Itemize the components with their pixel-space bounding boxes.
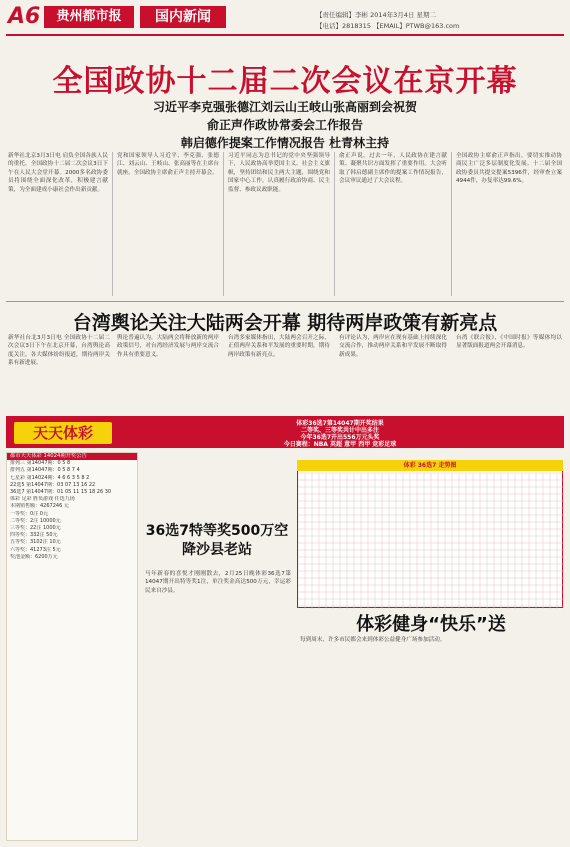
result-line: 一等奖：0注 0元 [10, 510, 48, 517]
column-divider [451, 152, 452, 296]
subheadline-2: 俞正声作政协常委会工作报告 [206, 118, 363, 132]
result-line: 36选7 第14047期：01 05 11 15 18 26 30 [10, 489, 112, 496]
page-header [0, 0, 570, 44]
story2-column-3: 台湾多家媒体指出，大陆两会召开之际，正值两岸关系和平发展的重要时期，期待两岸政策有新亮点。 [228, 335, 330, 358]
result-line: 排列三 第14047期：0 5 8 [10, 460, 71, 467]
result-line: 排列五 第14047期：0 5 8 7 4 [10, 467, 80, 474]
subheadline-1: 习近平李克强张德江刘云山王岐山张高丽到会祝贺 [152, 100, 417, 114]
result-line: 四等奖：332注 50元 [10, 532, 58, 539]
column-divider [112, 152, 113, 296]
trend-grid [298, 461, 564, 609]
story2-headline: 台湾舆论关注大陆两会开幕 期待两岸政策有新亮点 [72, 312, 498, 334]
editor-line: 【责任编辑】李彬 2014年3月4日 星期二 [316, 11, 436, 19]
story2-column-4: 有评论认为，两岸应在现有基础上持续深化交流合作，推动两岸关系和平发展不断取得新成果。 [339, 335, 447, 358]
section-rule [6, 301, 564, 302]
contact-line: 【电话】2818315 【EMAIL】PTWB@163.com [316, 22, 460, 30]
story1-column-4: 俞正声说，过去一年，人民政协在建言献策、凝聚共识方面发挥了重要作用。大会听取了韩启德副主席作的提案工作情况报告，会议审议通过了大会议程。 [339, 153, 447, 185]
result-line: 奖池金额：6200万元 [10, 553, 58, 560]
results-list [7, 460, 137, 561]
result-line: 22选5 第14047期：03 07 13 16 22 [10, 481, 96, 488]
lottery-story-body: 马年新春的喜悦才刚刚散去，2月25日晚体彩36选7第14047期开出特等奖1注，单注奖金高达500万元，幸运彩民来自沙县。 [145, 571, 291, 594]
lottery-story-headline: 36选7特等奖500万空降沙县老站 [145, 523, 289, 558]
result-line: 六等奖：41273注 5元 [10, 546, 61, 553]
lottery-logo: 天天体彩 [14, 422, 112, 444]
result-line: 五等奖：3102注 10元 [10, 539, 61, 546]
promo-body: 每到周末，许多市民都会来到体彩公益健身广场参加活动。 [300, 637, 446, 643]
result-line: 本期销售额：4267246 元 [10, 503, 69, 510]
subheadline-3: 韩启德作提案工作情况报告 杜青林主持 [180, 136, 390, 150]
result-line: 七星彩 第14024期：4 6 6 3 5 8 2 [10, 474, 90, 481]
lottery-ticker-4: 今日赛程：NBA 英超 意甲 西甲 竞彩足球 [283, 441, 397, 448]
page-number: A6 [8, 4, 41, 29]
story2-column-5: 台湾《联合报》、《中国时报》等媒体均以显著版面报道两会开幕消息。 [456, 335, 562, 350]
result-line: 二等奖：2注 10000元 [10, 517, 61, 524]
story1-column-5: 全国政协主席俞正声指出，要切实推动协商民主广泛多层制度化发展。十二届全国政协委员共提交提案5396件，经审查立案4944件，办复率达99.6%。 [456, 153, 562, 185]
lottery-results-panel [6, 452, 138, 841]
promo-headline: 体彩健身“快乐”送 [356, 614, 506, 635]
column-divider [334, 152, 335, 296]
lottery-ticker-1: 体彩36选7第14047期开奖结果 [296, 420, 384, 427]
result-line: 三等奖：22注 1000元 [10, 525, 61, 532]
column-divider [223, 152, 224, 296]
story1-column-3: 习近平同志为总书记的党中央坚强领导下，人民政协高举爱国主义、社会主义旗帜，坚持团结和民主两大主题，围绕党和国家中心工作，认真履行政治协商、民主监督、参政议政职能。 [228, 153, 330, 193]
lottery-ticker-2: 二等奖、三等奖共计中出多注 [300, 427, 379, 434]
paper-logo: 贵州都市报 [44, 6, 134, 28]
story2-column-2: 舆论普遍认为，大陆两会将释放新的两岸政策信号，对台湾经济发展与两岸交流合作具有重要意义。 [117, 335, 219, 358]
trend-chart-title: 体彩 36选7 走势图 [297, 460, 563, 471]
section-title: 国内新闻 [140, 6, 226, 28]
lottery-ticker-3: 今年36选7开出556万元头奖 [300, 434, 380, 441]
results-header: 都市天天体彩 14024期开奖公告 [7, 453, 137, 460]
result-line: 体彩 足彩 胜负游戏 任选九场 [10, 496, 75, 503]
story2-column-1: 新华社台北3月3日电 全国政协十二届二次会议3日下午在北京开幕，台湾舆论高度关注，各大媒体纷纷报道，期待两岸关系有新进展。 [8, 335, 110, 367]
story1-column-2: 党和国家领导人习近平、李克强、张德江、刘云山、王岐山、张高丽等在主席台就座。全国政协主席俞正声主持开幕会。 [117, 153, 219, 176]
header-rule [6, 34, 564, 36]
story1-column-1: 新华社北京3月3日电 肩负全国各族人民的重托，全国政协十二届二次会议3日下午在人民大会堂开幕。2000多名政协委员将围绕全面深化改革，积极建言献策，为全面建成小康社会作出新贡献。 [8, 153, 108, 193]
main-headline: 全国政协十二届二次会议在京开幕 [52, 64, 518, 99]
trend-chart-panel [297, 460, 563, 608]
